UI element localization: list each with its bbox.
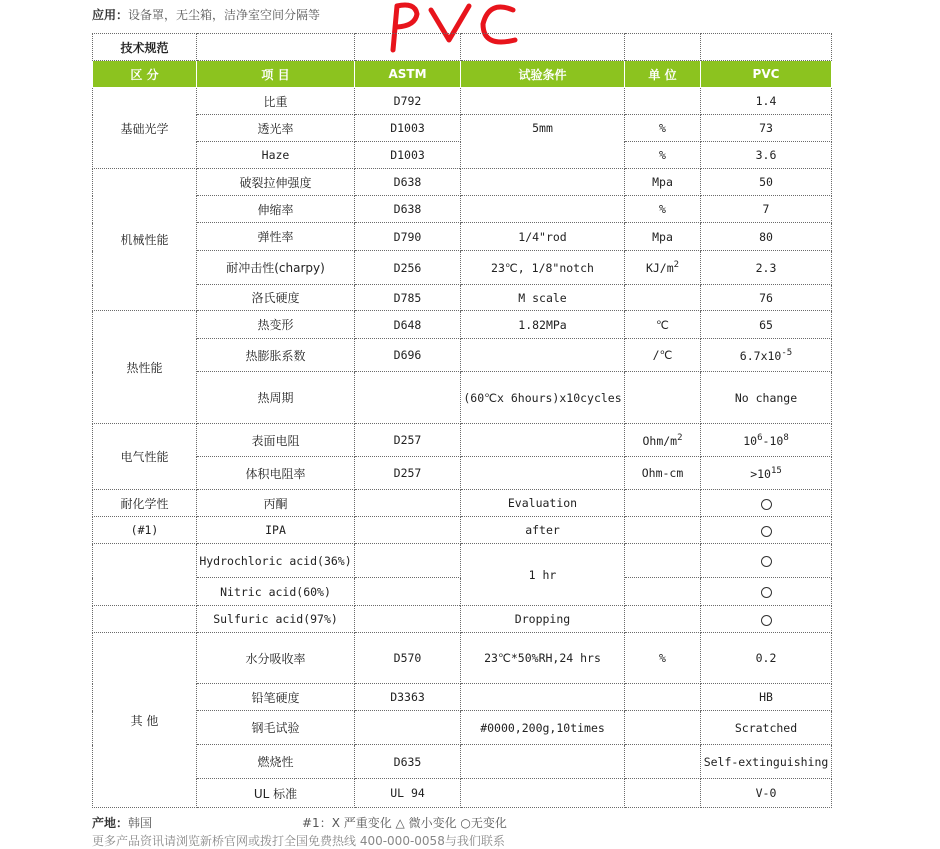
item-cell: 铅笔硬度 [197, 684, 355, 711]
item-cell: 伸缩率 [197, 196, 355, 223]
item-cell: 耐冲击性(charpy) [197, 251, 355, 285]
value-cell: 50 [701, 169, 832, 196]
value-cell: HB [701, 684, 832, 711]
group-label: 机械性能 [93, 169, 197, 311]
table-row [93, 88, 832, 115]
condition-cell: 5mm [461, 115, 625, 169]
condition-cell: (60℃x 6hours)x10cycles [461, 372, 625, 424]
no-change-circle-icon [761, 526, 772, 537]
group-label: 其 他 [93, 633, 197, 808]
table-row [93, 457, 832, 490]
table-row [93, 339, 832, 372]
astm-cell: D792 [355, 88, 461, 115]
table-row [93, 711, 832, 745]
header-unit: 单 位 [625, 61, 701, 88]
table-row [93, 115, 832, 142]
header-condition: 试验条件 [461, 61, 625, 88]
footer-more-info: 更多产品资讯请浏览新桥官网或拨打全国免费热线 400-000-0058与我们联系 [92, 834, 505, 848]
item-cell: 热周期 [197, 372, 355, 424]
item-cell: 透光率 [197, 115, 355, 142]
table-row [93, 490, 832, 517]
unit-cell: Ohm-cm [625, 457, 701, 490]
astm-cell: D635 [355, 745, 461, 779]
unit-cell: /℃ [625, 339, 701, 372]
condition-cell: 23℃, 1/8"notch [461, 251, 625, 285]
item-cell: 燃烧性 [197, 745, 355, 779]
value-cell [701, 517, 832, 544]
table-row [93, 424, 832, 457]
header-item: 项 目 [197, 61, 355, 88]
value-cell [701, 606, 832, 633]
condition-cell: 1 hr [461, 544, 625, 606]
astm-cell: D696 [355, 339, 461, 372]
condition-cell: #0000,200g,10times [461, 711, 625, 745]
value-cell: 0.2 [701, 633, 832, 684]
origin-value: 韩国 [128, 816, 153, 830]
table-row [93, 517, 832, 544]
spec-table [92, 33, 832, 808]
origin-label: 产地： [92, 816, 129, 830]
header-astm: ASTM [355, 61, 461, 88]
table-row [93, 311, 832, 339]
header-row [93, 61, 832, 88]
header-category: 区 分 [93, 61, 197, 88]
value-cell: Scratched [701, 711, 832, 745]
value-cell [701, 490, 832, 517]
astm-cell: UL 94 [355, 779, 461, 808]
astm-cell: D648 [355, 311, 461, 339]
unit-cell: % [625, 633, 701, 684]
astm-cell: D638 [355, 196, 461, 223]
item-cell: 水分吸收率 [197, 633, 355, 684]
value-cell: 3.6 [701, 142, 832, 169]
item-cell: Nitric acid(60%) [197, 578, 355, 606]
item-cell: 破裂拉伸强度 [197, 169, 355, 196]
astm-cell: D790 [355, 223, 461, 251]
value-cell: $10^6-10^8$ [701, 424, 832, 457]
astm-cell: D3363 [355, 684, 461, 711]
table-title: 技术规范 [93, 34, 197, 61]
value-cell: 73 [701, 115, 832, 142]
astm-cell: D257 [355, 424, 461, 457]
table-row [93, 169, 832, 196]
value-cell: 2.3 [701, 251, 832, 285]
item-cell: 比重 [197, 88, 355, 115]
no-change-circle-icon [761, 499, 772, 510]
group-label: 热性能 [93, 311, 197, 424]
unit-cell: ℃ [625, 311, 701, 339]
value-cell: 1.4 [701, 88, 832, 115]
unit-cell: Ohm/$m^2$ [625, 424, 701, 457]
unit-cell: Mpa [625, 223, 701, 251]
no-change-circle-icon [761, 556, 772, 567]
value-cell: $6.7x10^{-5}$ [701, 339, 832, 372]
astm-cell: D257 [355, 457, 461, 490]
item-cell: 丙酮 [197, 490, 355, 517]
unit-cell: % [625, 196, 701, 223]
value-cell: 65 [701, 311, 832, 339]
value-cell: V-0 [701, 779, 832, 808]
table-row [93, 544, 832, 578]
value-cell: $>10^{15}$ [701, 457, 832, 490]
value-cell: Self-extinguishing [701, 745, 832, 779]
table-row [93, 606, 832, 633]
value-cell: 80 [701, 223, 832, 251]
group-label: 基础光学 [93, 88, 197, 169]
group-label: 耐化学性 [93, 490, 197, 517]
value-cell: 76 [701, 285, 832, 311]
group-label: (#1) [93, 517, 197, 544]
application-line [92, 6, 320, 23]
table-row [93, 251, 832, 285]
value-cell [701, 544, 832, 578]
item-cell: 热变形 [197, 311, 355, 339]
item-cell: IPA [197, 517, 355, 544]
astm-cell: D638 [355, 169, 461, 196]
item-cell: 钢毛试验 [197, 711, 355, 745]
unit-cell: % [625, 142, 701, 169]
condition-cell: Dropping [461, 606, 625, 633]
astm-cell: D1003 [355, 142, 461, 169]
footer-origin-line [92, 814, 507, 831]
value-cell: No change [701, 372, 832, 424]
condition-cell: Evaluation [461, 490, 625, 517]
table-row [93, 196, 832, 223]
no-change-circle-icon [761, 587, 772, 598]
table-row [93, 745, 832, 779]
astm-cell: D256 [355, 251, 461, 285]
no-change-circle-icon [761, 615, 772, 626]
astm-cell: D785 [355, 285, 461, 311]
item-cell: 表面电阻 [197, 424, 355, 457]
header-pvc: PVC [701, 61, 832, 88]
unit-cell: % [625, 115, 701, 142]
item-cell: Haze [197, 142, 355, 169]
value-cell [701, 578, 832, 606]
group-label: 电气性能 [93, 424, 197, 490]
condition-cell: 23℃*50%RH,24 hrs [461, 633, 625, 684]
unit-cell: Mpa [625, 169, 701, 196]
table-row [93, 285, 832, 311]
item-cell: Sulfuric acid(97%) [197, 606, 355, 633]
application-label: 应用： [92, 8, 129, 22]
table-row [93, 372, 832, 424]
application-text: 设备罩，无尘箱，洁净室空间分隔等 [128, 8, 321, 22]
value-cell: 7 [701, 196, 832, 223]
item-cell: 弹性率 [197, 223, 355, 251]
condition-cell: 1/4"rod [461, 223, 625, 251]
unit-cell: $KJ/m^2$ [625, 251, 701, 285]
condition-cell: M scale [461, 285, 625, 311]
item-cell: 洛氏硬度 [197, 285, 355, 311]
condition-cell: after [461, 517, 625, 544]
chemical-legend: #1：X 严重变化 △ 微小变化 ○无变化 [302, 816, 507, 830]
condition-cell: 1.82MPa [461, 311, 625, 339]
item-cell: 热膨胀系数 [197, 339, 355, 372]
table-row [93, 779, 832, 808]
table-row [93, 633, 832, 684]
table-row [93, 684, 832, 711]
astm-cell: D570 [355, 633, 461, 684]
item-cell: Hydrochloric acid(36%) [197, 544, 355, 578]
table-row [93, 223, 832, 251]
item-cell: UL 标准 [197, 779, 355, 808]
table-title-row [93, 34, 832, 61]
item-cell: 体积电阻率 [197, 457, 355, 490]
astm-cell: D1003 [355, 115, 461, 142]
